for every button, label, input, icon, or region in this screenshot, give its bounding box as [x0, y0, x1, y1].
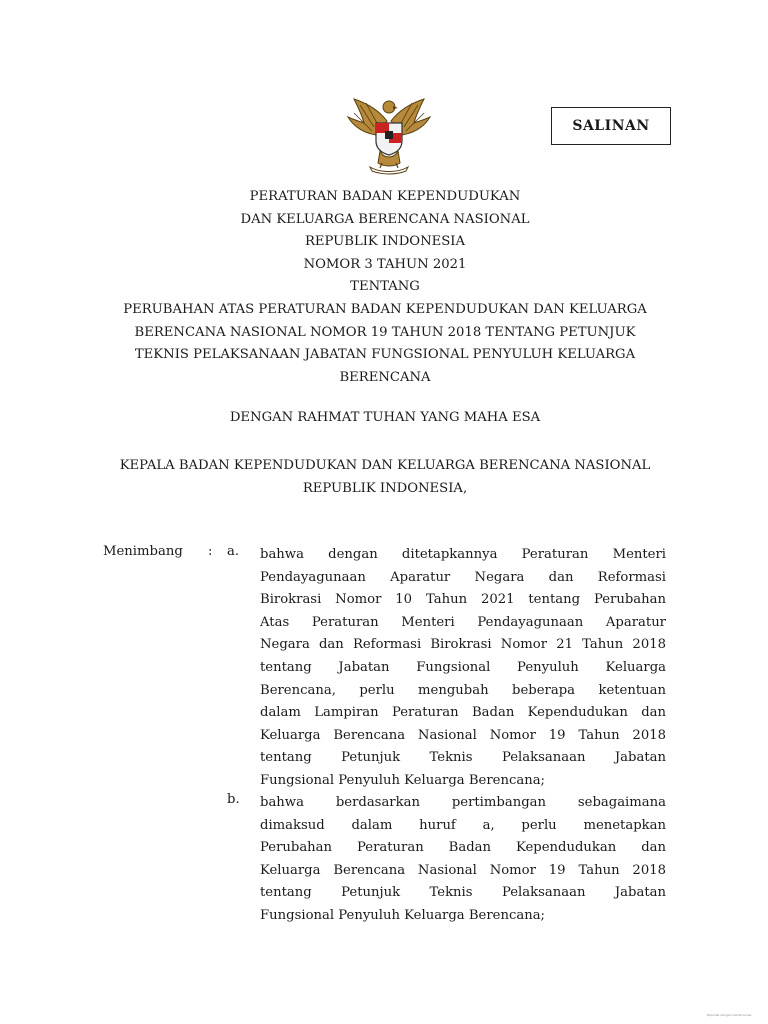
- para-line: tentang Jabatan Fungsional Penyuluh Keluarga: [260, 659, 666, 675]
- item-letter-b: b.: [227, 792, 240, 807]
- title-line: BERENCANA NASIONAL NOMOR 19 TAHUN 2018 TENTANG PETUNJUK: [134, 324, 636, 340]
- salinan-stamp: [551, 107, 671, 145]
- para-line: Keluarga Berencana Nasional Nomor 19 Tahun 2018: [260, 727, 666, 743]
- para-line: Keluarga Berencana Nasional Nomor 19 Tahun 2018: [260, 862, 666, 878]
- authority-line: REPUBLIK INDONESIA,: [302, 480, 468, 496]
- authority-heading: [60, 455, 710, 500]
- para-line: Atas Peraturan Menteri Pendayagunaan Aparatur: [260, 614, 666, 630]
- considering-item-a: [260, 544, 666, 793]
- title-line: TEKNIS PELAKSANAAN JABATAN FUNGSIONAL PENYULUH KELUARGA: [134, 347, 636, 363]
- regulation-title: [60, 186, 710, 389]
- para-line: bahwa berdasarkan pertimbangan sebagaimana: [260, 795, 666, 810]
- item-letter-a: a.: [227, 544, 240, 559]
- para-line: tentang Petunjuk Teknis Pelaksanaan Jabatan: [260, 750, 666, 766]
- para-line: Perubahan Peraturan Badan Kependudukan dan: [260, 840, 666, 856]
- title-line: PERATURAN BADAN KEPENDUDUKAN: [249, 189, 521, 204]
- title-line: PERUBAHAN ATAS PERATURAN BADAN KEPENDUDUKAN DAN KELUARGA: [123, 301, 647, 317]
- considering-label: Menimbang: [103, 544, 183, 559]
- para-line: Fungsional Penyuluh Keluarga Berencana;: [260, 772, 546, 788]
- scanner-note: Dipindai dengan CamScanner: [707, 1013, 752, 1017]
- para-line: Fungsional Penyuluh Keluarga Berencana;: [260, 907, 546, 923]
- garuda-emblem-icon: [340, 93, 438, 175]
- para-line: tentang Petunjuk Teknis Pelaksanaan Jabatan: [260, 885, 666, 901]
- considering-item-b: [260, 792, 666, 928]
- blessing-line: DENGAN RAHMAT TUHAN YANG MAHA ESA: [229, 410, 541, 425]
- title-line: REPUBLIK INDONESIA: [304, 234, 466, 250]
- title-line: TENTANG: [350, 279, 420, 295]
- title-line: BERENCANA: [339, 369, 431, 385]
- para-line: Birokrasi Nomor 10 Tahun 2021 tentang Perubahan: [260, 592, 666, 608]
- title-line: DAN KELUARGA BERENCANA NASIONAL: [240, 211, 530, 227]
- considering-colon: :: [208, 544, 213, 559]
- para-line: Berencana, perlu mengubah beberapa ketentuan: [260, 682, 666, 698]
- para-line: bahwa dengan ditetapkannya Peraturan Menteri: [260, 547, 666, 562]
- title-line: NOMOR 3 TAHUN 2021: [303, 256, 467, 272]
- para-line: Pendayagunaan Aparatur Negara dan Reformasi: [260, 569, 666, 585]
- para-line: dimaksud dalam huruf a, perlu menetapkan: [260, 817, 666, 833]
- authority-line: KEPALA BADAN KEPENDUDUKAN DAN KELUARGA BERENCANA NASIONAL: [119, 458, 651, 473]
- salinan-label: SALINAN: [572, 118, 650, 134]
- para-line: Negara dan Reformasi Birokrasi Nomor 21 Tahun 2018: [260, 637, 666, 653]
- para-line: dalam Lampiran Peraturan Badan Kependudukan dan: [260, 705, 666, 721]
